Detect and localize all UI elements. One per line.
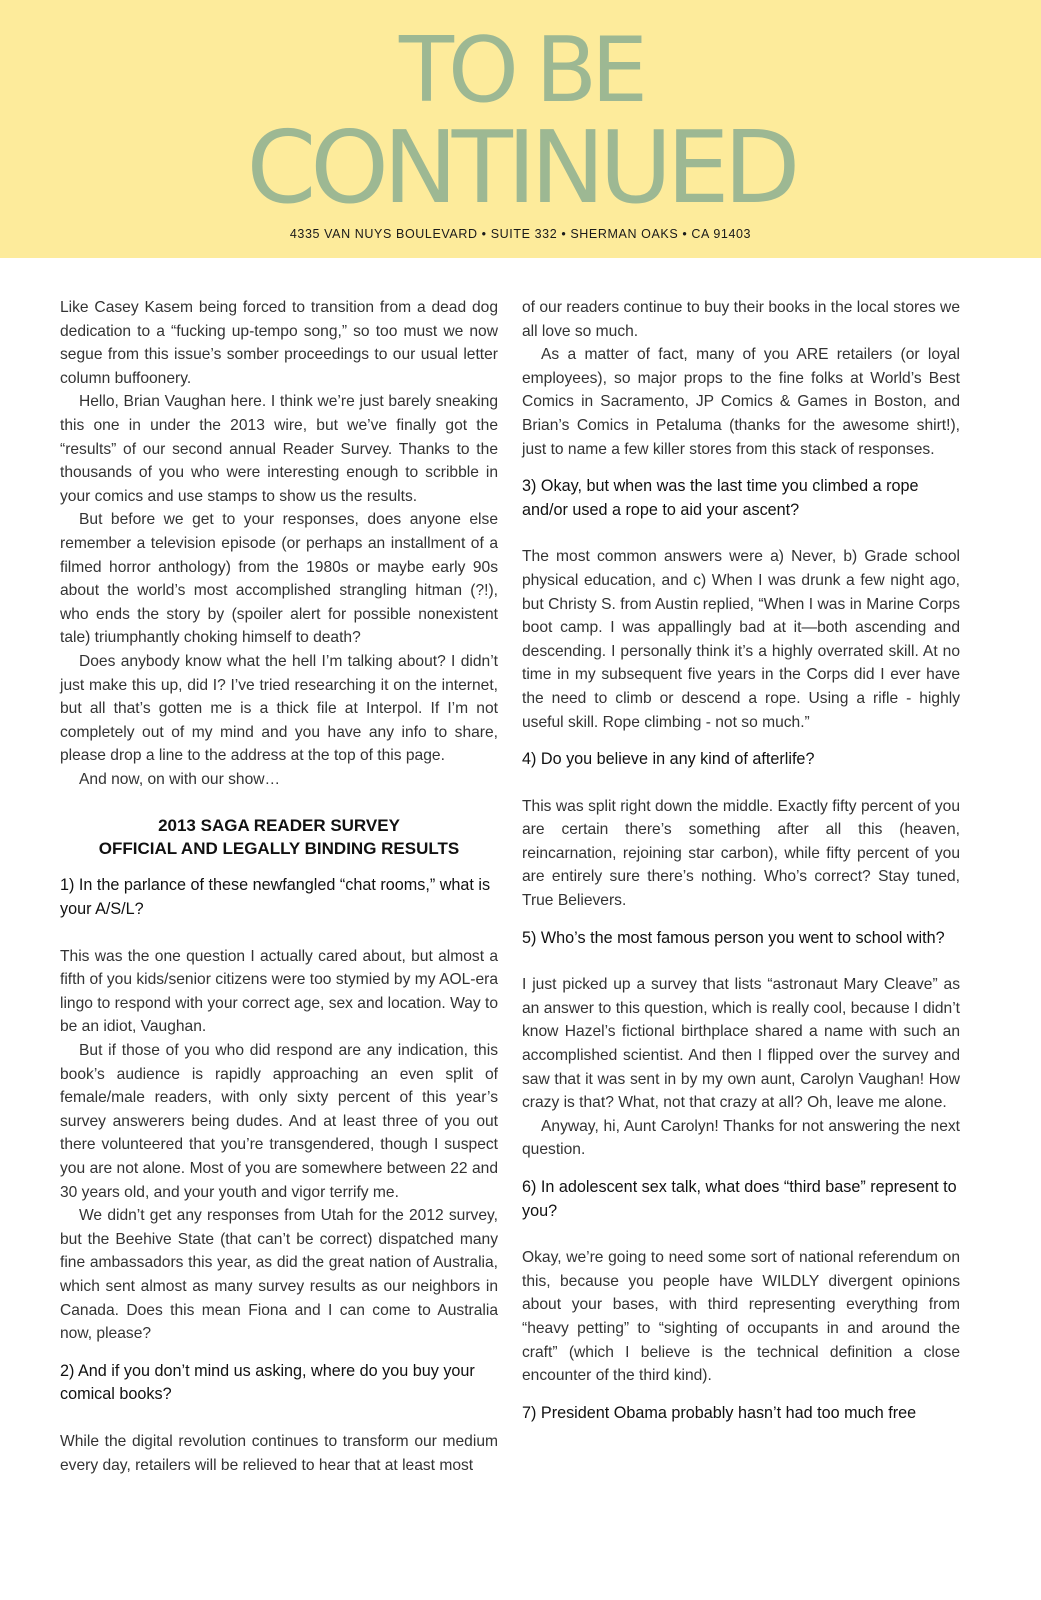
question-4: 4) Do you believe in any kind of afterlife? — [522, 750, 815, 769]
title-line-2: CONTINUED — [246, 109, 795, 226]
answer-paragraph: Okay, we’re going to need some sort of national referendum on this, because you people have WILDLY divergent opinions about your bases, with third representing everything from “heavy petting” to “sighting of occupants in and around the craft” (which I believe is the technical definition a close encounter of the third kind). — [522, 1249, 960, 1385]
mailing-address: 4335 VAN NUYS BOULEVARD • SUITE 332 • SHERMAN OAKS • CA 91403 — [289, 227, 752, 241]
left-column — [60, 296, 498, 1477]
title-line-1: TO BE — [398, 18, 643, 123]
answer-paragraph: This was the one question I actually cared about, but almost a fifth of you kids/senior citizens were too stymied by my AOL-era lingo to respond with your correct age, sex and location. Way to be an idiot, Vaughan. — [60, 947, 499, 1036]
question-7: 7) President Obama probably hasn’t had too much free — [522, 1403, 917, 1422]
answer-paragraph: of our readers continue to buy their books in the local stores we all love so much. — [522, 299, 960, 340]
paragraph: And now, on with our show… — [79, 770, 281, 788]
question-6: 6) In adolescent sex talk, what does “third base” represent to you? — [522, 1178, 957, 1220]
survey-heading-line-2: OFFICIAL AND LEGALLY BINDING RESULTS — [98, 839, 460, 859]
answer-paragraph: As a matter of fact, many of you ARE retailers (or loyal employees), so major props to the fine folks at World’s Best Comics in Sacramento, JP Comics & Games in Boston, and Brian’s Comics in Petaluma (thanks for the awesome shirt!), just to name a few killer stores from this stack of responses. — [522, 346, 960, 458]
answer-paragraph: While the digital revolution continues to transform our medium every day, retailers will be relieved to hear that at least most — [60, 1432, 498, 1474]
paragraph: Does anybody know what the hell I’m talking about? I didn’t just make this up, did I? I’ve tried researching it on the internet, but all that’s gotten me is a thick file at Interpol. If I’m not completely out of my mind and you have any info to share, please drop a line to the address at the top of this page. — [60, 652, 498, 765]
survey-heading — [60, 814, 498, 860]
header-banner — [0, 0, 1041, 258]
answer-paragraph: But if those of you who did respond are any indication, this book’s audience is rapidly approaching an even split of female/male readers, with only sixty percent of this year’s survey answerers being dudes. And at least three of you out there volunteered that you’re transgendered, though I suspect you are not alone. Most of you are somewhere between 22 and 30 years old, and your youth and vigor terrify me. — [60, 1042, 498, 1201]
survey-heading-line-1: 2013 SAGA READER SURVEY — [158, 816, 400, 836]
answer-paragraph: We didn’t get any responses from Utah for the 2012 survey, but the Beehive State (that can’t be correct) dispatched many fine ambassadors this year, as did the great nation of Australia, which sent almost as many survey results as our neighbors in Canada. Does this mean Fiona and I can come to Australia now, please? — [60, 1207, 498, 1343]
question-1: 1) In the parlance of these newfangled “chat rooms,” what is your A/S/L? — [60, 876, 491, 919]
answer-paragraph: This was split right down the middle. Exactly fifty percent of you are certain there’s something after all this (heaven, reincarnation, rejoining star carbon), while fifty percent of you are entirely sure there’s nothing. Who’s correct? Stay tuned, True Believers. — [522, 797, 960, 910]
right-column — [522, 296, 960, 1448]
question-5: 5) Who’s the most famous person you went to school with? — [522, 928, 945, 947]
question-3: 3) Okay, but when was the last time you climbed a rope and/or used a rope to aid your ascent? — [522, 477, 919, 519]
paragraph: But before we get to your responses, does anyone else remember a television episode (or perhaps an installment of a filmed horror anthology) from the 1980s or maybe early 90s about the world’s most accomplished strangling hitman (?!), who ends the story by (spoiler alert for possible nonexistent tale) triumphantly choking himself to death? — [60, 511, 498, 647]
question-2: 2) And if you don’t mind us asking, where do you buy your comical books? — [60, 1361, 475, 1404]
answer-paragraph: I just picked up a survey that lists “astronaut Mary Cleave” as an answer to this question, which is really cool, because I didn’t know Hazel’s fictional birthplace shared a name with such an accomplished scientist. And then I flipped over the survey and saw that it was sent in by my own aunt, Carolyn Vaughan! How crazy is that? What, not that crazy at all? Oh, leave me alone. — [522, 976, 960, 1112]
paragraph: Hello, Brian Vaughan here. I think we’re just barely sneaking this one in under the 2013 wire, but we’ve finally got the “results” of our second annual Reader Survey. Thanks to the thousands of you who were interesting enough to scribble in your comics and use stamps to show us the results. — [60, 393, 498, 505]
intro-paragraph: Like Casey Kasem being forced to transition from a dead dog dedication to a “fucking up-tempo song,” so too must we now segue from this issue’s somber proceedings to our usual letter column buffoonery. — [60, 299, 498, 387]
answer-paragraph: The most common answers were a) Never, b) Grade school physical education, and c) When I was drunk a few night ago, but Christy S. from Austin replied, “When I was in Marine Corps boot camp. I was appallingly bad at it—both ascending and descending. I personally think it’s a highly overrated skill. At no time in my subsequent five years in the Corps did I ever have the need to climb or descend a rope. Using a rifle - highly useful skill. Rope climbing - not so much.” — [522, 548, 960, 731]
answer-paragraph: Anyway, hi, Aunt Carolyn! Thanks for not answering the next question. — [522, 1117, 960, 1159]
